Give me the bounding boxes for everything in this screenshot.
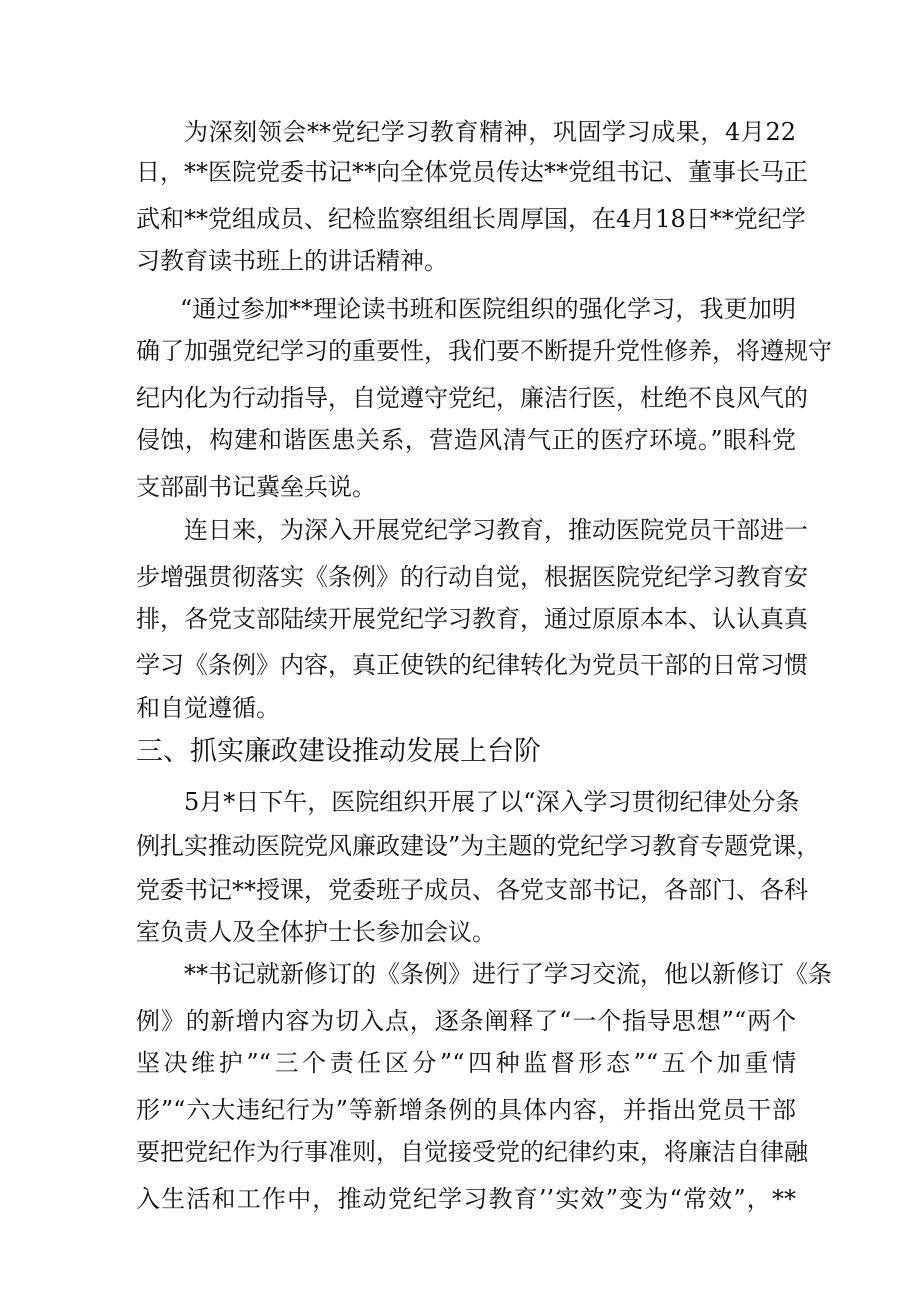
paragraph-1-line-1: 为深刻领会**党纪学习教育精神，巩固学习成果，4月22 <box>184 118 796 146</box>
paragraph-4-line-2: 例扎实推动医院党风廉政建设”为主题的党纪学习教育专题党课， <box>136 832 821 860</box>
paragraph-4-line-1: 5月*日下午，医院组织开展了以“深入学习贯彻纪律处分条 <box>184 788 800 816</box>
paragraph-2-line-2: 确了加强党纪学习的重要性，我们要不断提升党性修养，将遵规守 <box>136 337 832 365</box>
paragraph-3-line-5: 和自觉遵循。 <box>136 694 280 722</box>
paragraph-2-line-4: 侵蚀，构建和谐医患关系，营造风清气正的医疗环境。”眼科党 <box>136 426 796 454</box>
paragraph-2-line-1: “通过参加**理论读书班和医院组织的强化学习，我更加明 <box>180 295 796 323</box>
paragraph-3-line-3: 排，各党支部陆续开展党纪学习教育，通过原原本本、认认真真 <box>136 605 808 633</box>
paragraph-5-line-5: 要把党纪作为行事准则，自觉接受党的纪律约束，将廉洁自律融 <box>136 1138 808 1166</box>
paragraph-1-line-4: 习教育读书班上的讲话精神。 <box>136 247 448 275</box>
paragraph-3-line-1: 连日来，为深入开展党纪学习教育，推动医院党员干部进一 <box>184 516 808 544</box>
paragraph-2-line-3: 纪内化为行动指导，自觉遵守党纪，廉洁行医，杜绝不良风气的 <box>136 384 808 412</box>
paragraph-3-line-2: 步增强贯彻落实《条例》的行动自觉，根据医院党纪学习教育安 <box>136 563 808 591</box>
paragraph-5-line-2: 例》的新增内容为切入点，逐条阐释了“一个指导思想”“两个 <box>136 1007 796 1035</box>
section-heading: 三、抓实廉政建设推动发展上台阶 <box>136 736 541 767</box>
paragraph-4-line-4: 室负责人及全体护士长参加会议。 <box>136 918 496 946</box>
paragraph-5-line-3: 坚决维护”“三个责任区分”“四种监督形态”“五个加重情 <box>136 1049 796 1077</box>
paragraph-5-line-4: 形”“六大违纪行为”等新增条例的具体内容，并指出党员干部 <box>136 1096 796 1124</box>
paragraph-5-line-1: **书记就新修订的《条例》进行了学习交流，他以新修订《条 <box>184 960 832 988</box>
paragraph-5-line-6: 入生活和工作中，推动党纪学习教育’’实效”变为“常效”，** <box>136 1185 796 1213</box>
paragraph-1-line-2: 日，**医院党委书记**向全体党员传达**党组书记、董事长马正 <box>136 158 808 186</box>
paragraph-2-line-5: 支部副书记冀垒兵说。 <box>136 473 376 501</box>
paragraph-4-line-3: 党委书记**授课，党委班子成员、各党支部书记，各部门、各科 <box>136 876 808 904</box>
paragraph-1-line-3: 武和**党组成员、纪检监察组组长周厚国，在4月18日**党纪学 <box>136 205 806 233</box>
paragraph-3-line-4: 学习《条例》内容，真正使铁的纪律转化为党员干部的日常习惯 <box>136 651 808 679</box>
